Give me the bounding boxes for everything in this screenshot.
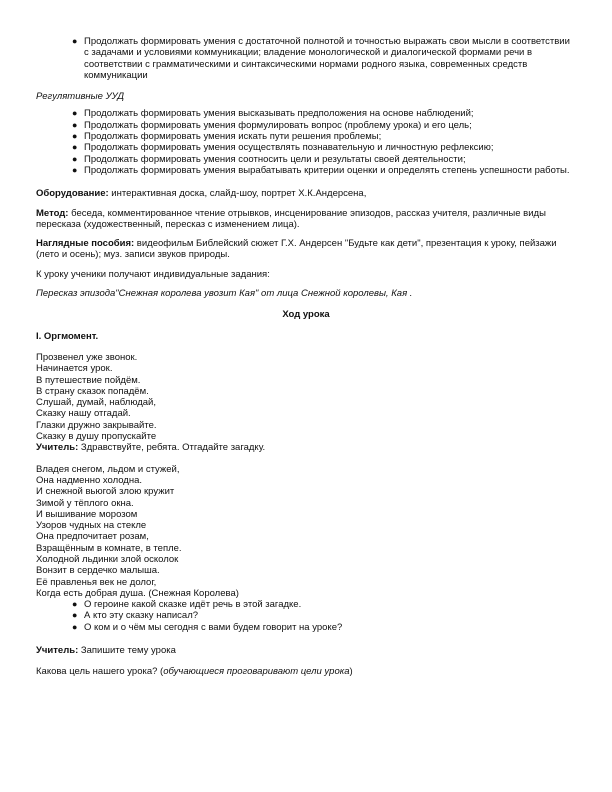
visual-aids-paragraph: Наглядные пособия: видеофильм Библейский сюжет Г.Х. Андерсен "Будьте как дети", презентация к уроку, пейзажи (лето и осень); муз. записи звуков природы. bbox=[36, 238, 557, 261]
list-item: ● Продолжать формировать умения формулировать вопрос (проблему урока) и его цель; bbox=[72, 119, 472, 131]
greeting-poem bbox=[36, 352, 576, 442]
poem-line: Сказку в душу пропускайте bbox=[36, 431, 157, 443]
bullet-icon: ● bbox=[72, 108, 78, 119]
poem-line: Сказку нашу отгадай. bbox=[36, 408, 131, 420]
list-item: ● А кто эту сказку написал? bbox=[72, 610, 199, 622]
bullet-icon: ● bbox=[72, 610, 78, 621]
list-item: ● Продолжать формировать умения соотносить цели и результаты своей деятельности; bbox=[72, 153, 466, 165]
poem-line: Прозвенел уже звонок. bbox=[36, 351, 138, 363]
bullet-icon: ● bbox=[72, 131, 78, 142]
document-content bbox=[36, 36, 576, 678]
list-item: ● О ком и о чём мы сегодня с вами будем говорит на уроке? bbox=[72, 621, 343, 633]
equipment-paragraph: Оборудование: интерактивная доска, слайд-шоу, портрет Х.К.Андерсена, bbox=[36, 188, 367, 200]
poem-line: Начинается урок. bbox=[36, 363, 113, 375]
section-orgmoment: I. Оргмомент. bbox=[36, 330, 99, 342]
bullet-icon: ● bbox=[72, 599, 78, 610]
poem-line: Она надменно холодна. bbox=[36, 474, 143, 486]
lesson-heading: Ход урока bbox=[282, 309, 330, 321]
poem-line: Слушай, думай, наблюдай, bbox=[36, 397, 157, 409]
list-item: ● Продолжать формировать умения искать пути решения проблемы; bbox=[72, 131, 382, 143]
bullet-icon: ● bbox=[72, 36, 78, 46]
poem-line: Глазки дружно закрывайте. bbox=[36, 419, 157, 431]
bullet-icon: ● bbox=[72, 164, 78, 175]
poem-line: Холодной льдинки злой осколок bbox=[36, 553, 179, 565]
bullet-icon: ● bbox=[72, 621, 78, 632]
list-item: ● Продолжать формировать умения с достаточной полнотой и точностью выражать свои мысли в соответствии с задачами и условиями коммуникации; владение монологической и диалогической формами речи в соответствии с грамматическими и синтаксическими нормами родного языка, современных средств коммуникации bbox=[72, 36, 570, 81]
regulatory-bullet-list bbox=[36, 108, 576, 176]
questions-list bbox=[36, 599, 576, 633]
method-paragraph: Метод: беседа, комментированное чтение отрывков, инсценирование эпизодов, рассказ учителя, различные виды пересказа (художественный, пересказ с изменением лица). bbox=[36, 207, 546, 230]
poem-line: Вонзит в сердечко малыша. bbox=[36, 565, 160, 577]
poem-line: Когда есть добрая душа. (Снежная Королева) bbox=[36, 587, 239, 599]
poem-line: Она предпочитает розам, bbox=[36, 531, 149, 543]
teacher-greeting: Учитель: Здравствуйте, ребята. Отгадайте загадку. bbox=[36, 442, 266, 454]
poem-line: Её правленья век не долог, bbox=[36, 576, 157, 588]
bullet-icon: ● bbox=[72, 119, 78, 130]
poem-line: И вышивание морозом bbox=[36, 508, 138, 520]
individual-tasks-paragraph: К уроку ученики получают индивидуальные задания: bbox=[36, 268, 270, 280]
poem-line: Узоров чудных на стекле bbox=[36, 520, 147, 532]
retelling-task: Пересказ эпизода"Снежная королева увозит Кая" от лица Снежной королевы, Кая . bbox=[36, 288, 413, 300]
list-item: ● Продолжать формировать умения вырабатывать критерии оценки и определять степень успешности работы. bbox=[72, 164, 570, 176]
teacher-topic: Учитель: Запишите тему урока bbox=[36, 645, 176, 657]
list-item: ● Продолжать формировать умения высказывать предположения на основе наблюдений; bbox=[72, 108, 474, 120]
poem-line: В путешествие пойдём. bbox=[36, 374, 141, 386]
poem-line: В страну сказок попадём. bbox=[36, 385, 149, 397]
top-bullet-list bbox=[36, 36, 576, 81]
bullet-icon: ● bbox=[72, 142, 78, 153]
poem-line: И снежной вьюгой злою кружит bbox=[36, 486, 175, 498]
bullet-icon: ● bbox=[72, 153, 78, 164]
list-item: ● Продолжать формировать умения осуществлять познавательную и личностную рефлексию; bbox=[72, 142, 494, 154]
poem-line: Владея снегом, льдом и стужей, bbox=[36, 463, 180, 475]
lesson-goal-question: Какова цель нашего урока? (обучающиеся проговаривают цели урока) bbox=[36, 666, 353, 678]
section-heading-regulatory: Регулятивные УУД bbox=[36, 91, 125, 103]
poem-line: Зимой у тёплого окна. bbox=[36, 497, 134, 509]
poem-line: Взращённым в комнате, в тепле. bbox=[36, 542, 182, 554]
riddle-poem bbox=[36, 464, 576, 600]
list-item: ● О героине какой сказке идёт речь в этой загадке. bbox=[72, 599, 302, 611]
